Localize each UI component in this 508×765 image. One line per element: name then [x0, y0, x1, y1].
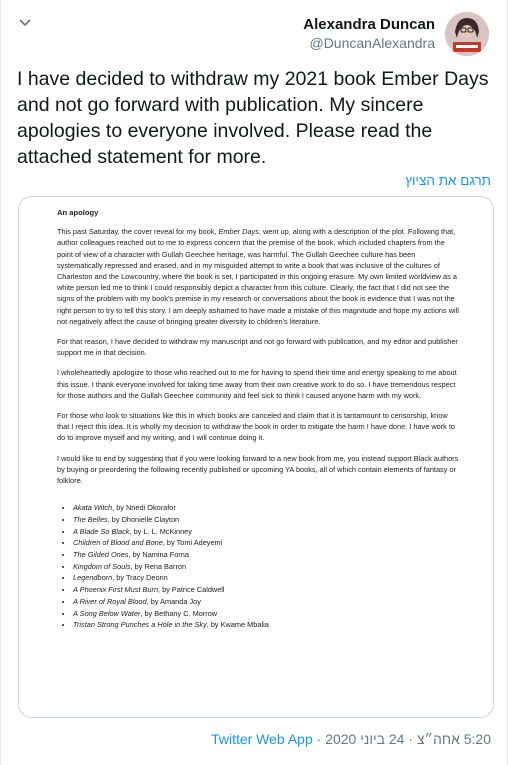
book-item: • Legendborn, by Tracy Deonn — [73, 572, 461, 584]
book-item: • The Gilded Ones, by Namina Forna — [73, 549, 461, 561]
statement-document — [57, 207, 461, 631]
statement-paragraph: For those who look to situations like this in which books are canceled and claim that it is tantamount to censorship, know that I reject this idea. It is wholly my decision to withdraw the book in order to mitigate the harm I have done. I have work to do to improve myself and my writing, and I will continue doing it. — [57, 411, 455, 443]
book-item: • The Belles, by Dhonielle Clayton — [73, 514, 461, 526]
book-item: • A Phoenix First Must Burn, by Patrice Caldwell — [73, 584, 461, 596]
tweet-time[interactable]: 5:20 אחה״צ — [416, 731, 491, 747]
meta-separator: · — [312, 731, 326, 747]
statement-paragraph: I would like to end by suggesting that if you were looking forward to a new book from me, you instead support Black authors by buying or preordering the following recently published or upcoming YA books, all of which contain elements of fantasy or folklore. — [57, 453, 459, 486]
book-item: • A Blade So Black, by L. L. McKinney — [73, 526, 461, 538]
statement-paragraph: This past Saturday, the cover reveal for my book, Ember Days, went up, along with a description of the plot. Following that, author colleagues reached out to me to express concern that the premise of the book, which included chapters from the point of view of a character with Gullah Geechee heritage, was harmful. The Gullah Geechee culture has been systematically repressed and erased, and in my misguided attempt to write a book that was inclusive of the cultures of Charleston and the Lowcountry, where the book is set, I participated in this ongoing erasure. My own limited worldview as a white person led me to think I could responsibly depict a character from this culture. Clearly, the fact that I did not see the signs of the problem with my book's premise in my research or conversations about the book is evidence that I was not the right person to try to tell this story. I am deeply ashamed to have made a mistake of this magnitude and hope my actions will not negatively affect the cause of bringing greater diversity to children's literature. — [57, 227, 459, 326]
author-block[interactable] — [303, 16, 435, 52]
source-app-link[interactable]: Twitter Web App — [211, 731, 313, 747]
tweet-text: I have decided to withdraw my 2021 book Ember Days and not go forward with publication. My sincere apologies to everyone involved. Please read the attached statement for more. — [17, 68, 489, 168]
book-item: • A River of Royal Blood, by Amanda Joy — [73, 596, 461, 608]
author-name[interactable]: Alexandra Duncan — [303, 16, 435, 33]
avatar[interactable] — [445, 12, 489, 56]
author-handle[interactable]: @DuncanAlexandra — [309, 35, 435, 51]
statement-paragraph: For that reason, I have decided to withdraw my manuscript and not go forward with publication, and my editor and publisher support me in that decision. — [57, 337, 458, 358]
statement-paragraph: I wholeheartedly apologize to those who reached out to me for having to spend their time and energy speaking to me about this issue. I thank everyone involved for taking time away from their own creative work to do so. I have tremendous respect for those authors and the Gullah Geechee community and feel sick to think I caused anyone harm with my work. — [57, 368, 457, 400]
attached-image[interactable] — [18, 196, 494, 718]
statement-heading: An apology — [57, 208, 99, 217]
book-list — [57, 502, 461, 631]
book-item: • A Song Below Water, by Bethany C. Morrow — [73, 608, 461, 620]
tweet-meta — [211, 731, 491, 747]
translate-tweet-link[interactable]: תרגם את הציוץ — [405, 173, 491, 188]
chevron-down-icon[interactable] — [17, 14, 33, 30]
book-item: • Kingdom of Souls, by Rena Barron — [73, 561, 461, 573]
book-item: • Children of Blood and Bone, by Tomi Adeyemi — [73, 537, 461, 549]
book-item: • Tristan Strong Punches a Hole in the Sky, by Kwame Mbalia — [73, 619, 461, 631]
meta-separator: · — [404, 731, 417, 747]
book-item: • Akata Witch, by Nnedi Okorafor — [73, 502, 461, 514]
tweet-date[interactable]: 24 ביוני 2020 — [325, 731, 405, 747]
